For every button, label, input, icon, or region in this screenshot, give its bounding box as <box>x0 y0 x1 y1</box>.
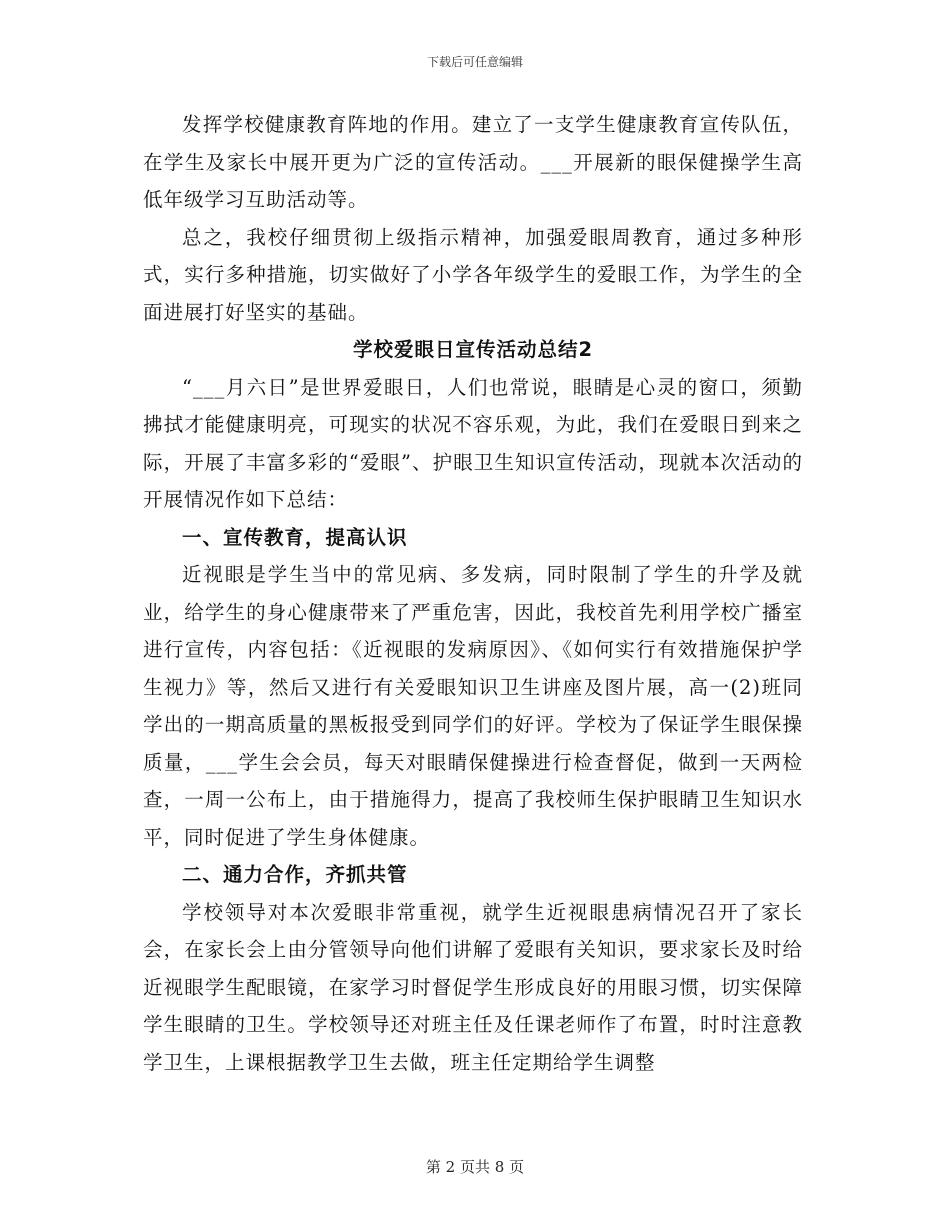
paragraph: 总之，我校仔细贯彻上级指示精神，加强爱眼周教育，通过多种形式，实行多种措施，切实做好了小学各年级学生的爱眼工作，为学生的全面进展打好坚实的基础。 <box>143 225 803 324</box>
page-number: 第 2 页共 8 页 <box>425 1158 525 1176</box>
paragraph: “___月六日”是世界爱眼日，人们也常说，眼睛是心灵的窗口，须勤拂拭才能健康明亮，可现实的状况不容乐观，为此，我们在爱眼日到来之际，开展了丰富多彩的“爱眼”、护眼卫生知识宣传活动，现就本次活动的开展情况作如下总结： <box>143 375 803 511</box>
paragraph: 近视眼是学生当中的常见病、多发病，同时限制了学生的升学及就业，给学生的身心健康带来了严重危害，因此，我校首先利用学校广播室进行宣传，内容包括：《近视眼的发病原因》、《如何实行有效措施保护学生视力》等，然后又进行有关爱眼知识卫生讲座及图片展，高一(2)班同学出的一期高质量的黑板报受到同学们的好评。学校为了保证学生眼保操质量，___学生会会员，每天对眼睛保健操进行检查督促，做到一天两检查，一周一公布上，由于措施得力，提高了我校师生保护眼睛卫生知识水平，同时促进了学生身体健康。 <box>143 563 803 849</box>
subsection-heading: 二、通力合作，齐抓共管 <box>182 863 408 886</box>
page-header-note: 下载后可任意编辑 <box>426 55 523 69</box>
paragraph: 学校领导对本次爱眼非常重视，就学生近视眼患病情况召开了家长会，在家长会上由分管领导向他们讲解了爱眼有关知识，要求家长及时给近视眼学生配眼镜，在家学习时督促学生形成良好的用眼习惯，切实保障学生眼睛的卫生。学校领导还对班主任及任课老师作了布置，时时注意教学卫生，上课根据教学卫生去做，班主任定期给学生调整 <box>143 900 803 1074</box>
subsection-heading: 一、宣传教育，提高认识 <box>182 525 408 549</box>
section-title: 学校爱眼日宣传活动总结2 <box>352 338 594 361</box>
document-body <box>143 106 803 1081</box>
paragraph: 发挥学校健康教育阵地的作用。建立了一支学生健康教育宣传队伍，在学生及家长中展开更为广泛的宣传活动。___开展新的眼保健操学生高低年级学习互助活动等。 <box>143 113 803 211</box>
